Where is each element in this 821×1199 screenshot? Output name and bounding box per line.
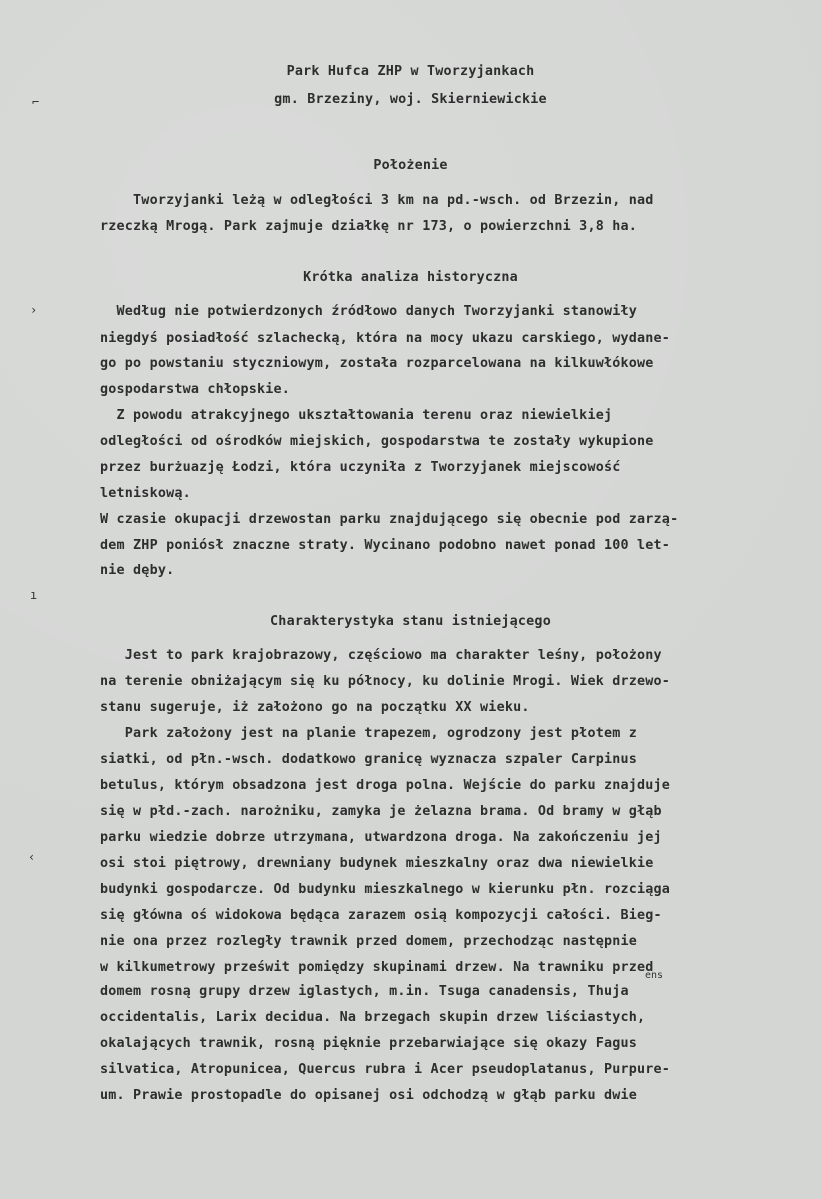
history-line-1: Według nie potwierdzonych źródłowo danych Tworzyjanki stanowiły xyxy=(100,304,638,319)
current-line-12: nie ona przez rozległy trawnik przed domem, przechodząc następnie xyxy=(100,934,638,949)
section-heading-current-state: Charakterystyka stanu istniejącego xyxy=(270,614,551,629)
current-line-3: stanu sugeruje, iż założono go na początku XX wieku. xyxy=(100,700,530,715)
section-heading-location: Położenie xyxy=(373,158,448,173)
current-line-7: się w płd.-zach. narożniku, zamyka je żelazna brama. Od bramy w głąb xyxy=(100,804,662,819)
document-title: Park Hufca ZHP w Tworzyjankach xyxy=(286,64,535,79)
current-line-14: domem rosną grupy drzew iglastych, m.in. Tsuga canadensis, Thuja xyxy=(100,984,629,999)
history-line-5: Z powodu atrakcyjnego ukształtowania terenu oraz niewielkiej xyxy=(100,408,613,423)
current-line-4: Park założony jest na planie trapezem, ogrodzony jest płotem z xyxy=(100,726,638,741)
history-line-9: W czasie okupacji drzewostan parku znajdującego się obecnie pod zarzą- xyxy=(100,512,679,527)
location-line-1: Tworzyjanki leżą w odległości 3 km na pd.-wsch. od Brzezin, nad xyxy=(100,193,654,208)
current-line-16: okalających trawnik, rosną pięknie przebarwiające się okazy Fagus xyxy=(100,1036,638,1051)
current-line-13: w kilkumetrowy prześwit pomiędzy skupinami drzew. Na trawniku przed xyxy=(100,960,654,975)
current-line-17: silvatica, Atropunicea, Quercus rubra i Acer pseudoplatanus, Purpure- xyxy=(100,1062,671,1077)
document-subtitle: gm. Brzeziny, woj. Skierniewickie xyxy=(274,92,547,107)
history-line-4: gospodarstwa chłopskie. xyxy=(100,382,291,397)
handwritten-insertion: ens xyxy=(645,970,664,981)
margin-mark-2: › xyxy=(30,303,38,317)
section-heading-history: Krótka analiza historyczna xyxy=(303,270,518,285)
current-line-11: się główna oś widokowa będąca zarazem osią kompozycji całości. Bieg- xyxy=(100,908,662,923)
history-line-7: przez burżuazję Łodzi, która uczyniła z Tworzyjanek miejscowość xyxy=(100,460,621,475)
current-line-6: betulus, którym obsadzona jest droga polna. Wejście do parku znajduje xyxy=(100,778,671,793)
location-line-2: rzeczką Mrogą. Park zajmuje działkę nr 173, o powierzchni 3,8 ha. xyxy=(100,219,638,234)
margin-mark-4: ‹ xyxy=(28,850,36,864)
current-line-10: budynki gospodarcze. Od budynku mieszkalnego w kierunku płn. rozciąga xyxy=(100,882,671,897)
current-line-9: osi stoi piętrowy, drewniany budynek mieszkalny oraz dwa niewielkie xyxy=(100,856,654,871)
history-line-8: letniskową. xyxy=(100,486,191,501)
current-line-8: parku wiedzie dobrze utrzymana, utwardzona droga. Na zakończeniu jej xyxy=(100,830,662,845)
history-line-10: dem ZHP poniósł znaczne straty. Wycinano podobno nawet ponad 100 let- xyxy=(100,538,671,553)
history-line-6: odległości od ośrodków miejskich, gospodarstwa te zostały wykupione xyxy=(100,434,654,449)
current-line-18: um. Prawie prostopadle do opisanej osi odchodzą w głąb parku dwie xyxy=(100,1088,638,1103)
history-line-2: niegdyś posiadłość szlachecką, która na mocy ukazu carskiego, wydane- xyxy=(100,331,671,346)
history-line-3: go po powstaniu styczniowym, została rozparcelowana na kilkuwłókowe xyxy=(100,356,654,371)
margin-mark-3: ı xyxy=(30,588,38,602)
margin-mark-1: ⌐ xyxy=(32,95,40,109)
current-line-1: Jest to park krajobrazowy, częściowo ma charakter leśny, położony xyxy=(100,648,662,663)
current-line-2: na terenie obniżającym się ku północy, ku dolinie Mrogi. Wiek drzewo- xyxy=(100,674,671,689)
current-line-5: siatki, od płn.-wsch. dodatkowo granicę wyznacza szpaler Carpinus xyxy=(100,752,638,767)
current-line-15: occidentalis, Larix decidua. Na brzegach skupin drzew liściastych, xyxy=(100,1010,646,1025)
history-line-11: nie dęby. xyxy=(100,563,175,578)
